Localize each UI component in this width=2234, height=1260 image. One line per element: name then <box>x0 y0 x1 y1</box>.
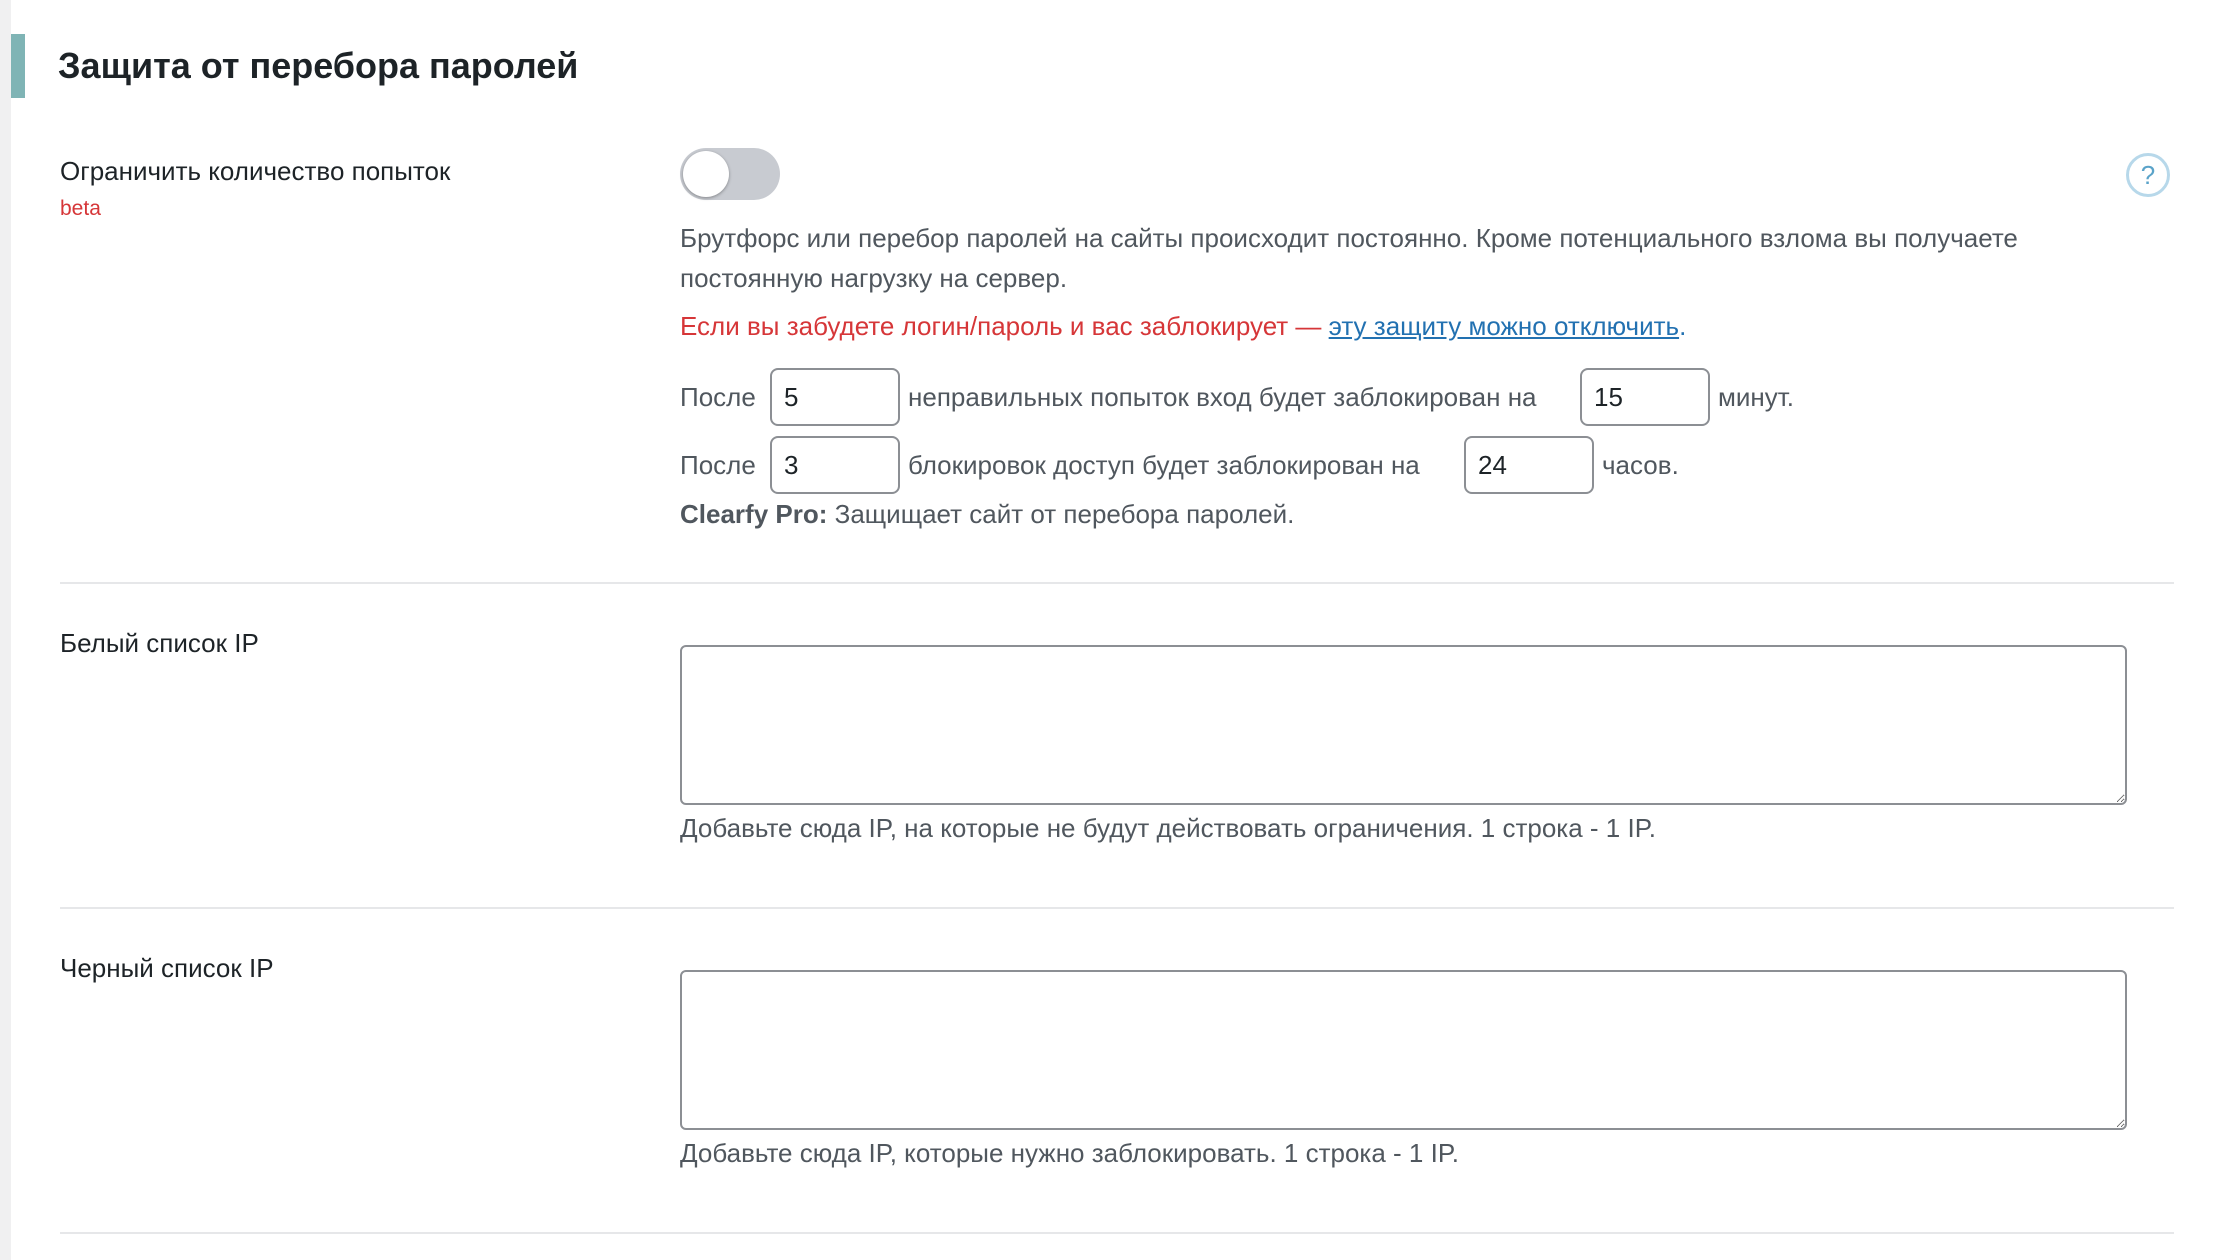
divider <box>60 1232 2174 1234</box>
whitelist-hint: Добавьте сюда IP, на которые не будут действовать ограничения. 1 строка - 1 IP. <box>680 813 1656 843</box>
blacklist-hint: Добавьте сюда IP, которые нужно заблокировать. 1 строка - 1 IP. <box>680 1138 1460 1168</box>
blacklist-label: Черный список IP <box>60 953 274 983</box>
blacklist-textarea[interactable] <box>680 970 2127 1130</box>
section-title: Защита от перебора паролей <box>58 45 579 86</box>
divider <box>60 907 2174 909</box>
attempts-input[interactable] <box>770 368 900 426</box>
attempts-middle-text: неправильных попыток вход будет заблокирован на <box>908 382 1537 412</box>
blocks-row <box>680 436 1880 494</box>
help-icon[interactable]: ? <box>2126 153 2170 197</box>
beta-badge: beta <box>60 197 101 220</box>
blocks-suffix: часов. <box>1602 450 1679 480</box>
limit-attempts-label: Ограничить количество попыток <box>60 156 451 186</box>
lockout-warning <box>680 306 1686 346</box>
toggle-knob <box>683 151 729 197</box>
hours-input[interactable] <box>1464 436 1594 494</box>
limit-attempts-toggle[interactable] <box>680 148 780 200</box>
pro-label: Clearfy Pro: <box>680 499 828 529</box>
limit-attempts-description: Брутфорс или перебор паролей на сайты происходит постоянно. Кроме потенциального взлома вы получаете постоянную нагрузку на сервер. <box>680 223 2018 293</box>
blocks-prefix: После <box>680 450 756 480</box>
pro-note <box>680 497 1294 531</box>
attempts-prefix: После <box>680 382 756 412</box>
lockout-warning-text: Если вы забудете логин/пароль и вас заблокирует — <box>680 311 1329 341</box>
disable-protection-link[interactable]: эту защиту можно отключить <box>1328 311 1680 341</box>
lockout-warning-end: . <box>1679 311 1687 341</box>
attempts-suffix: минут. <box>1718 382 1795 412</box>
whitelist-textarea[interactable] <box>680 645 2127 805</box>
section-accent-bar <box>11 34 25 98</box>
blocks-middle-text: блокировок доступ будет заблокирован на <box>908 450 1420 480</box>
attempts-row <box>680 368 1880 426</box>
whitelist-label: Белый список IP <box>60 628 259 658</box>
blocks-input[interactable] <box>770 436 900 494</box>
divider <box>60 582 2174 584</box>
minutes-input[interactable] <box>1580 368 1710 426</box>
pro-text: Защищает сайт от перебора паролей. <box>827 499 1295 529</box>
